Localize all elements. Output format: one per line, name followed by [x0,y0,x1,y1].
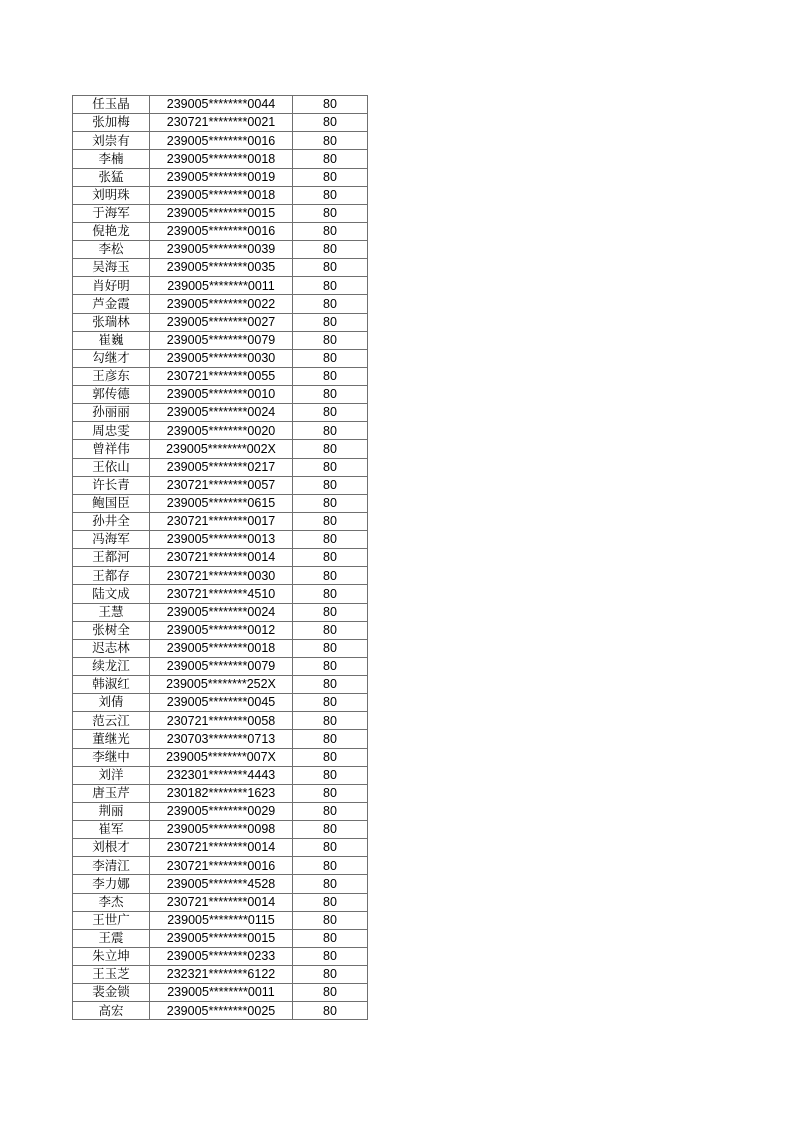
id-number-cell: 239005********0016 [150,222,293,240]
name-cell: 朱立坤 [73,947,150,965]
score-cell: 80 [293,839,368,857]
name-cell: 裴金锁 [73,984,150,1002]
id-number-cell: 230721********0021 [150,114,293,132]
score-cell: 80 [293,494,368,512]
table-row [73,857,368,875]
score-cell: 80 [293,893,368,911]
score-cell: 80 [293,784,368,802]
score-cell: 80 [293,259,368,277]
score-cell: 80 [293,531,368,549]
table-row [73,839,368,857]
table-row [73,929,368,947]
table-row [73,567,368,585]
name-cell: 刘根才 [73,839,150,857]
id-number-cell: 239005********0035 [150,259,293,277]
name-cell: 郭传德 [73,386,150,404]
score-cell: 80 [293,458,368,476]
table-row [73,96,368,114]
id-number-cell: 239005********0024 [150,603,293,621]
id-number-cell: 239005********0013 [150,531,293,549]
table-row [73,132,368,150]
score-cell: 80 [293,567,368,585]
score-cell: 80 [293,204,368,222]
score-cell: 80 [293,512,368,530]
name-cell: 孙井全 [73,512,150,530]
table-row [73,168,368,186]
id-number-cell: 239005********0011 [150,984,293,1002]
table-row [73,331,368,349]
table-row [73,259,368,277]
id-number-cell: 239005********0019 [150,168,293,186]
table-row [73,966,368,984]
table-row [73,911,368,929]
roster-table-body [73,96,368,1020]
table-row [73,222,368,240]
name-cell: 张猛 [73,168,150,186]
table-row [73,204,368,222]
table-row [73,241,368,259]
name-cell: 于海军 [73,204,150,222]
table-row [73,802,368,820]
id-number-cell: 232301********4443 [150,766,293,784]
table-row [73,621,368,639]
name-cell: 冯海军 [73,531,150,549]
score-cell: 80 [293,676,368,694]
score-cell: 80 [293,295,368,313]
table-row [73,893,368,911]
id-number-cell: 239005********0030 [150,349,293,367]
id-number-cell: 239005********0079 [150,657,293,675]
id-number-cell: 230721********0014 [150,839,293,857]
id-number-cell: 230721********0057 [150,476,293,494]
score-cell: 80 [293,1002,368,1020]
id-number-cell: 239005********0018 [150,186,293,204]
id-number-cell: 239005********0015 [150,204,293,222]
id-number-cell: 239005********007X [150,748,293,766]
name-cell: 王震 [73,929,150,947]
id-number-cell: 239005********0016 [150,132,293,150]
table-row [73,730,368,748]
id-number-cell: 239005********0098 [150,821,293,839]
score-cell: 80 [293,639,368,657]
id-number-cell: 239005********0018 [150,639,293,657]
name-cell: 李清江 [73,857,150,875]
name-cell: 孙丽丽 [73,404,150,422]
table-row [73,585,368,603]
id-number-cell: 239005********0024 [150,404,293,422]
table-row [73,657,368,675]
id-number-cell: 239005********0039 [150,241,293,259]
id-number-cell: 230721********0017 [150,512,293,530]
name-cell: 曾祥伟 [73,440,150,458]
score-cell: 80 [293,222,368,240]
table-row [73,114,368,132]
name-cell: 王都存 [73,567,150,585]
table-row [73,386,368,404]
name-cell: 李继中 [73,748,150,766]
name-cell: 李力娜 [73,875,150,893]
score-cell: 80 [293,150,368,168]
score-cell: 80 [293,712,368,730]
name-cell: 刘崇有 [73,132,150,150]
id-number-cell: 239005********0025 [150,1002,293,1020]
name-cell: 倪艳龙 [73,222,150,240]
id-number-cell: 239005********0115 [150,911,293,929]
score-cell: 80 [293,277,368,295]
table-row [73,531,368,549]
score-cell: 80 [293,603,368,621]
name-cell: 周忠雯 [73,422,150,440]
table-row [73,676,368,694]
name-cell: 刘倩 [73,694,150,712]
score-cell: 80 [293,132,368,150]
name-cell: 芦金霞 [73,295,150,313]
name-cell: 李松 [73,241,150,259]
score-cell: 80 [293,422,368,440]
table-row [73,476,368,494]
id-number-cell: 239005********0018 [150,150,293,168]
table-row [73,748,368,766]
id-number-cell: 239005********0015 [150,929,293,947]
score-cell: 80 [293,947,368,965]
id-number-cell: 239005********0027 [150,313,293,331]
name-cell: 荆丽 [73,802,150,820]
name-cell: 陆文成 [73,585,150,603]
table-row [73,549,368,567]
table-row [73,295,368,313]
name-cell: 任玉晶 [73,96,150,114]
table-row [73,784,368,802]
score-cell: 80 [293,241,368,259]
score-cell: 80 [293,168,368,186]
score-cell: 80 [293,367,368,385]
score-cell: 80 [293,911,368,929]
name-cell: 迟志林 [73,639,150,657]
score-cell: 80 [293,313,368,331]
table-row [73,313,368,331]
table-row [73,367,368,385]
name-cell: 韩淑红 [73,676,150,694]
id-number-cell: 230721********0058 [150,712,293,730]
score-cell: 80 [293,549,368,567]
table-row [73,875,368,893]
score-cell: 80 [293,984,368,1002]
score-cell: 80 [293,585,368,603]
id-number-cell: 230721********0055 [150,367,293,385]
score-cell: 80 [293,96,368,114]
table-row [73,947,368,965]
name-cell: 肖好明 [73,277,150,295]
id-number-cell: 239005********0010 [150,386,293,404]
id-number-cell: 239005********002X [150,440,293,458]
table-row [73,821,368,839]
name-cell: 张树全 [73,621,150,639]
id-number-cell: 230721********0014 [150,549,293,567]
table-row [73,712,368,730]
name-cell: 王玉芝 [73,966,150,984]
name-cell: 李楠 [73,150,150,168]
name-cell: 高宏 [73,1002,150,1020]
roster-table [72,95,368,1020]
score-cell: 80 [293,821,368,839]
score-cell: 80 [293,186,368,204]
score-cell: 80 [293,730,368,748]
name-cell: 吴海玉 [73,259,150,277]
score-cell: 80 [293,929,368,947]
name-cell: 刘明珠 [73,186,150,204]
name-cell: 唐玉芹 [73,784,150,802]
id-number-cell: 230721********4510 [150,585,293,603]
id-number-cell: 239005********0217 [150,458,293,476]
name-cell: 王彦东 [73,367,150,385]
name-cell: 鲍国臣 [73,494,150,512]
score-cell: 80 [293,802,368,820]
table-row [73,603,368,621]
score-cell: 80 [293,966,368,984]
table-row [73,150,368,168]
id-number-cell: 239005********0079 [150,331,293,349]
table-row [73,512,368,530]
id-number-cell: 239005********0029 [150,802,293,820]
id-number-cell: 239005********0045 [150,694,293,712]
table-row [73,984,368,1002]
name-cell: 勾继才 [73,349,150,367]
id-number-cell: 239005********0012 [150,621,293,639]
table-row [73,494,368,512]
id-number-cell: 239005********252X [150,676,293,694]
name-cell: 王都河 [73,549,150,567]
id-number-cell: 239005********0011 [150,277,293,295]
table-row [73,186,368,204]
id-number-cell: 230721********0016 [150,857,293,875]
score-cell: 80 [293,404,368,422]
name-cell: 李杰 [73,893,150,911]
score-cell: 80 [293,748,368,766]
name-cell: 许长青 [73,476,150,494]
score-cell: 80 [293,476,368,494]
name-cell: 续龙江 [73,657,150,675]
name-cell: 崔军 [73,821,150,839]
table-row [73,1002,368,1020]
table-row [73,458,368,476]
score-cell: 80 [293,694,368,712]
id-number-cell: 239005********0020 [150,422,293,440]
score-cell: 80 [293,621,368,639]
score-cell: 80 [293,114,368,132]
name-cell: 董继光 [73,730,150,748]
name-cell: 张加梅 [73,114,150,132]
name-cell: 张瑞林 [73,313,150,331]
id-number-cell: 239005********4528 [150,875,293,893]
id-number-cell: 230721********0030 [150,567,293,585]
id-number-cell: 239005********0022 [150,295,293,313]
score-cell: 80 [293,349,368,367]
table-row [73,349,368,367]
score-cell: 80 [293,440,368,458]
score-cell: 80 [293,386,368,404]
id-number-cell: 230703********0713 [150,730,293,748]
name-cell: 王世广 [73,911,150,929]
table-row [73,766,368,784]
name-cell: 王慧 [73,603,150,621]
id-number-cell: 230721********0014 [150,893,293,911]
id-number-cell: 239005********0615 [150,494,293,512]
id-number-cell: 230182********1623 [150,784,293,802]
table-row [73,404,368,422]
name-cell: 刘洋 [73,766,150,784]
name-cell: 崔巍 [73,331,150,349]
name-cell: 范云江 [73,712,150,730]
table-row [73,277,368,295]
score-cell: 80 [293,657,368,675]
score-cell: 80 [293,766,368,784]
score-cell: 80 [293,857,368,875]
table-row [73,639,368,657]
table-row [73,694,368,712]
table-row [73,440,368,458]
id-number-cell: 232321********6122 [150,966,293,984]
id-number-cell: 239005********0044 [150,96,293,114]
id-number-cell: 239005********0233 [150,947,293,965]
table-row [73,422,368,440]
name-cell: 王依山 [73,458,150,476]
score-cell: 80 [293,875,368,893]
score-cell: 80 [293,331,368,349]
